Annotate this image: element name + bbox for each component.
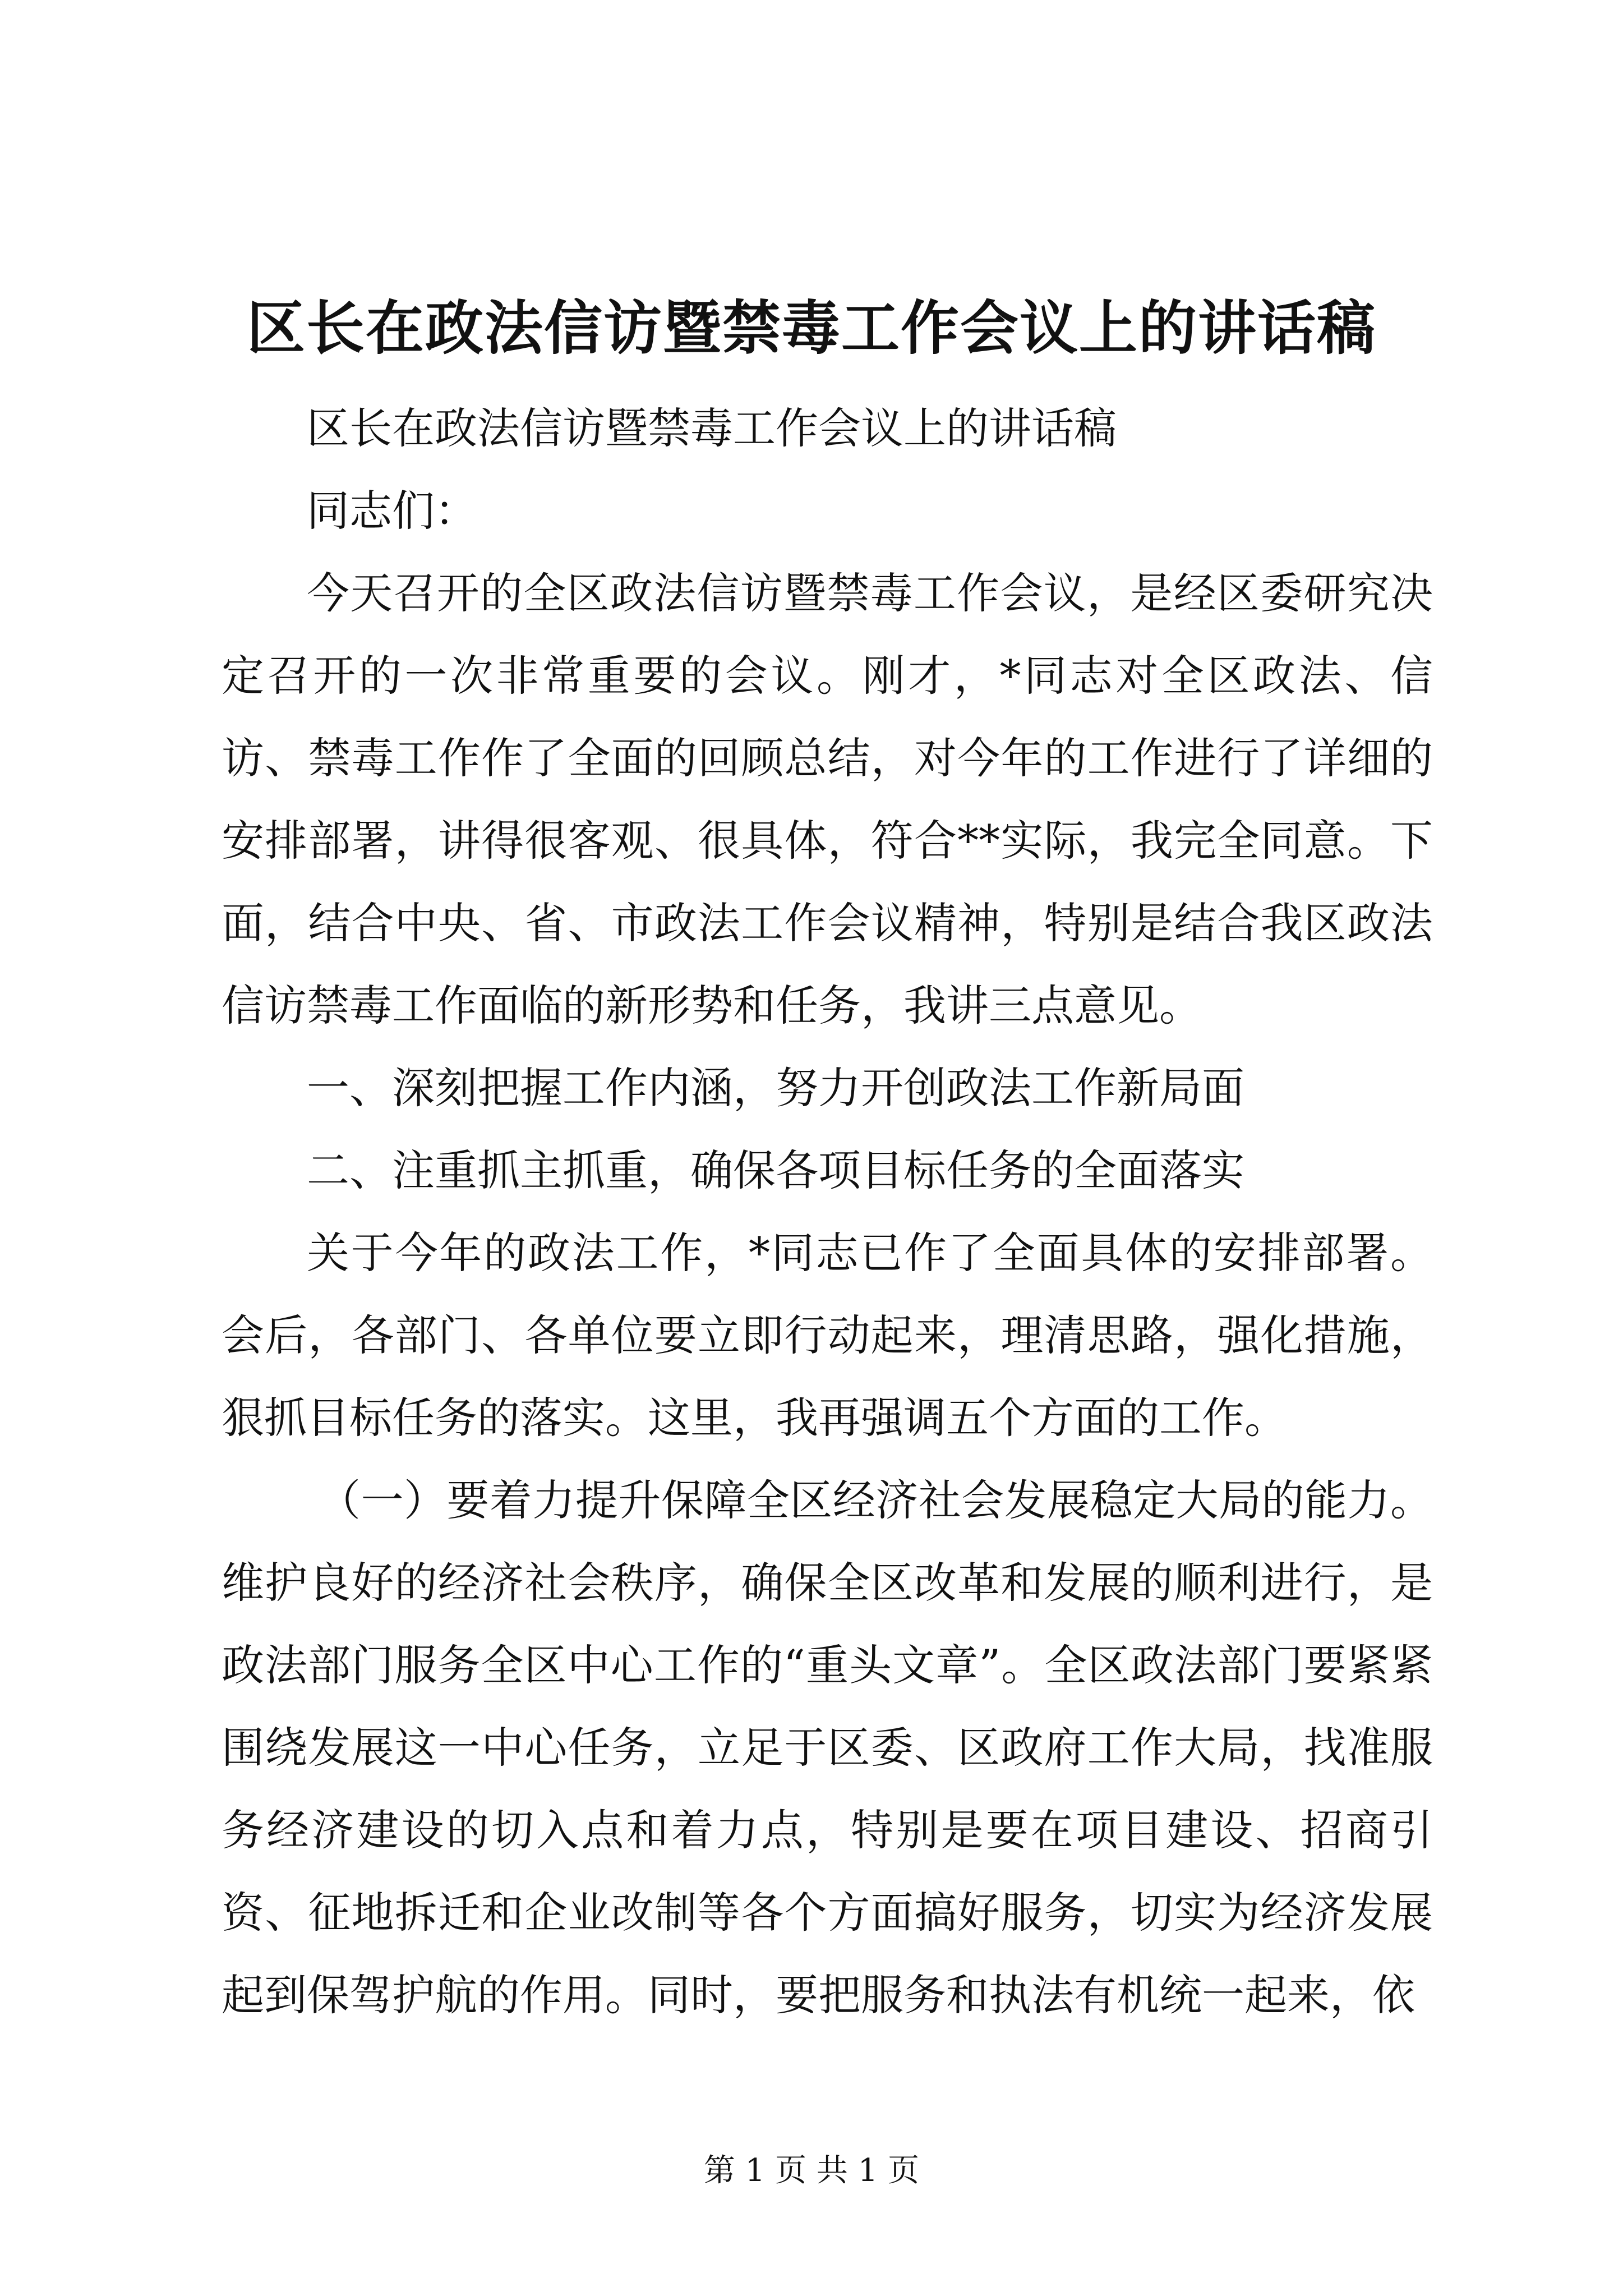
section-heading-2: 二、注重抓主抓重，确保各项目标任务的全面落实 [307, 1145, 1244, 1195]
subtitle-paragraph: 区长在政法信访暨禁毒工作会议上的讲话稿 [307, 403, 1117, 453]
salutation-paragraph: 同志们： [307, 486, 477, 536]
document-title: 区长在政法信访暨禁毒工作会议上的讲话稿 [246, 293, 1376, 362]
body-paragraph: 关于今年的政法工作，*同志已作了全面具体的安排部署。会后，各部门、各单位要立即行动起来，理清思路，强化措施，狠抓目标任务的落实。这里，我再强调五个方面的工作。 [222, 1228, 1433, 1443]
document-body [222, 387, 1433, 2036]
body-paragraph: 今天召开的全区政法信访暨禁毒工作会议，是经区委研究决定召开的一次非常重要的会议。刚才，*同志对全区政法、信访、禁毒工作作了全面的回顾总结，对今年的工作进行了详细的安排部署，讲得很客观、很具体，符合**实际，我完全同意。下面，结合中央、省、市政法工作会议精神，特别是结合我区政法信访禁毒工作面临的新形势和任务，我讲三点意见。 [222, 568, 1433, 1030]
body-paragraph: （一）要着力提升保障全区经济社会发展稳定大局的能力。维护良好的经济社会秩序，确保全区改革和发展的顺利进行，是政法部门服务全区中心工作的“重头文章”。全区政法部门要紧紧围绕发展这一中心任务，立足于区委、区政府工作大局，找准服务经济建设的切入点和着力点，特别是要在项目建设、招商引资、征地拆迁和企业改制等各个方面搞好服务，切实为经济发展起到保驾护航的作用。同时，要把服务和执法有机统一起来，依 [222, 1475, 1433, 2020]
page-number-footer: 第 1 页 共 1 页 [703, 2152, 920, 2189]
section-heading-1: 一、深刻把握工作内涵，努力开创政法工作新局面 [307, 1063, 1244, 1113]
